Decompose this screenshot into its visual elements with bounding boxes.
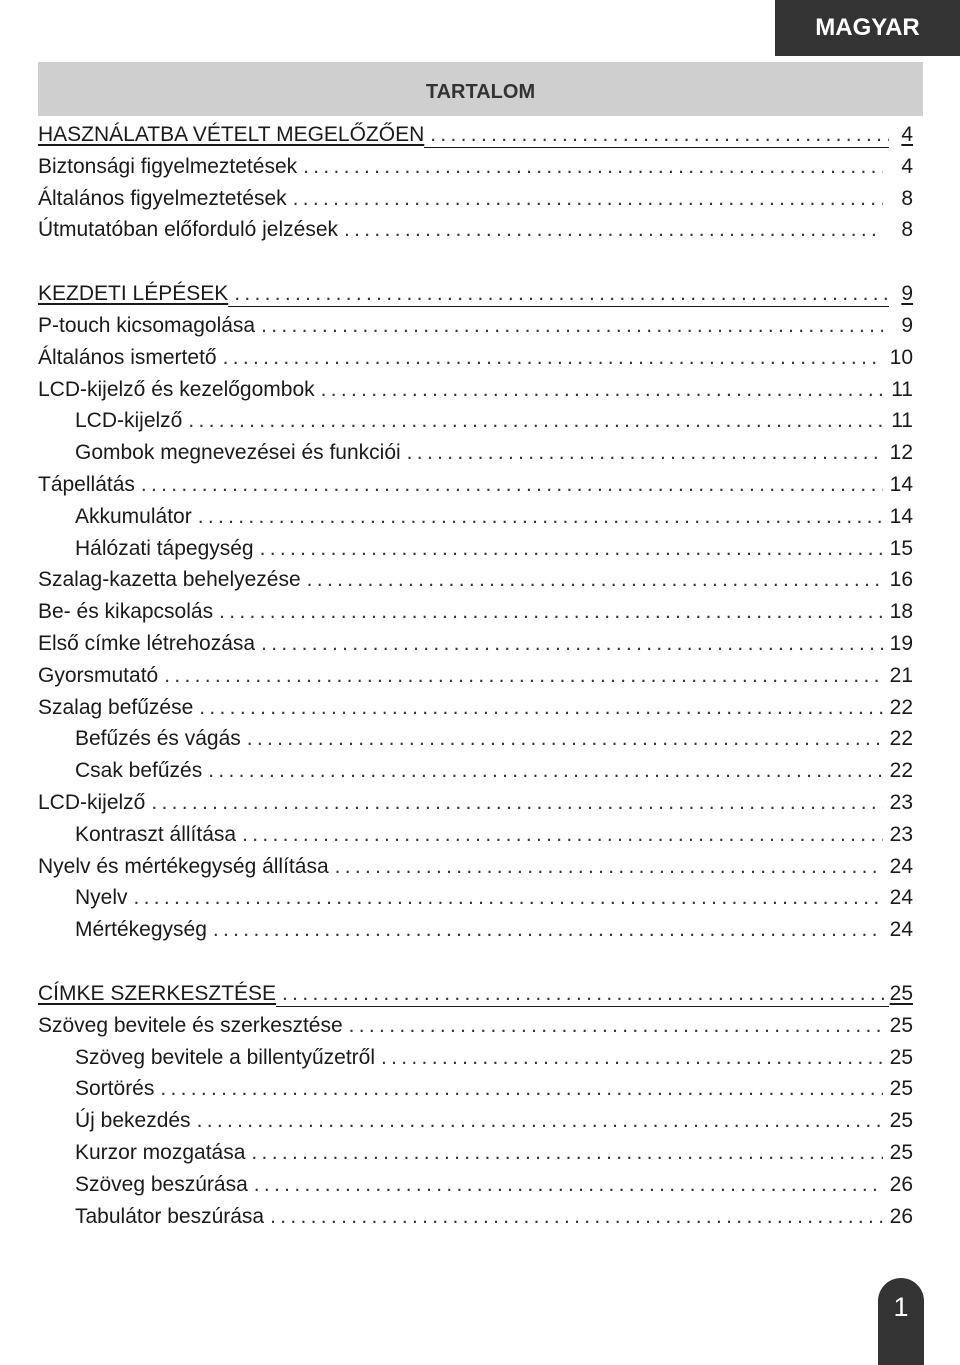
toc-entry-page: 24 [889, 854, 913, 878]
toc-entry[interactable] [38, 823, 913, 855]
toc-entry-page: 15 [889, 536, 913, 560]
toc-entry-label: Tabulátor beszúrása [75, 1204, 265, 1228]
toc-entry-page: 25 [889, 1013, 913, 1037]
toc-entry-label: LCD-kijelző [38, 790, 146, 814]
dot-leader [303, 155, 883, 179]
toc-entry-label: Szalag befűzése [38, 695, 194, 719]
toc-entry-page: 14 [889, 472, 913, 496]
toc-entry-label: Szalag-kazetta behelyezése [38, 568, 301, 592]
toc-entry[interactable] [38, 346, 913, 378]
toc-entry-label: Tápellátás [38, 472, 135, 496]
dot-leader [228, 282, 889, 307]
toc-entry-label: Szöveg beszúrása [75, 1172, 248, 1196]
toc-entry[interactable] [38, 791, 913, 823]
toc-entry-page: 23 [889, 822, 913, 846]
toc-entry-label: LCD-kijelző [75, 409, 183, 433]
toc-entry-page: 18 [889, 600, 913, 624]
toc-entry[interactable] [38, 1205, 913, 1237]
toc-entry-label: Gombok megnevezései és funkciói [75, 441, 401, 465]
toc-entry-page: 16 [889, 568, 913, 592]
toc-entry[interactable] [38, 473, 913, 505]
toc-entry[interactable] [38, 537, 913, 569]
toc-entry[interactable] [38, 155, 913, 187]
dot-leader [307, 568, 883, 592]
toc-entry-label: Nyelv [75, 886, 128, 910]
toc-entry[interactable] [38, 1141, 913, 1173]
toc-entry-label: HASZNÁLATBA VÉTELT MEGELŐZŐEN [38, 123, 425, 146]
dot-leader [141, 473, 883, 497]
toc-entry[interactable] [38, 600, 913, 632]
dot-leader [260, 537, 883, 561]
toc-entry[interactable] [38, 505, 913, 537]
toc-entry-page: 25 [889, 981, 913, 1005]
toc-entry[interactable] [38, 1173, 913, 1205]
language-tab: MAGYAR [775, 0, 960, 56]
toc-entry[interactable] [38, 409, 913, 441]
toc-entry[interactable] [38, 918, 913, 950]
dot-leader [261, 632, 883, 656]
toc-entry[interactable] [38, 759, 913, 791]
toc-entry-label: Általános figyelmeztetések [38, 186, 287, 210]
toc-entry[interactable] [38, 1014, 913, 1046]
toc-entry-label: Akkumulátor [75, 504, 192, 528]
toc-entry-page: 11 [891, 377, 913, 401]
page-number: 1 [878, 1278, 924, 1365]
dot-leader [424, 123, 889, 148]
toc-entry-page: 25 [889, 1045, 913, 1069]
toc-section-entry[interactable] [38, 123, 913, 155]
toc-entry-label: Sortörés [75, 1077, 155, 1101]
toc-entry-label: Gyorsmutató [38, 663, 159, 687]
toc-entry-page: 4 [901, 154, 913, 178]
toc-entry-label: Kurzor mozgatása [75, 1140, 246, 1164]
toc-entry-page: 8 [901, 218, 913, 242]
dot-leader [213, 918, 883, 942]
toc-entry-page: 10 [889, 345, 913, 369]
toc-entry[interactable] [38, 1046, 913, 1078]
toc-header-bar [38, 62, 923, 116]
toc-entry[interactable] [38, 1077, 913, 1109]
dot-leader [134, 886, 883, 910]
dot-leader [261, 314, 883, 338]
dot-leader [381, 1046, 883, 1070]
toc-entry-page: 25 [889, 1077, 913, 1101]
toc-entry[interactable] [38, 1109, 913, 1141]
toc-entry[interactable] [38, 632, 913, 664]
dot-leader [251, 1141, 883, 1165]
toc-entry[interactable] [38, 696, 913, 728]
toc-entry[interactable] [38, 218, 913, 250]
dot-leader [344, 218, 883, 242]
toc-entry-label: Kontraszt állítása [75, 822, 237, 846]
toc-entry-label: LCD-kijelző és kezelőgombok [38, 377, 315, 401]
toc-entry-label: Új bekezdés [75, 1109, 191, 1133]
toc-entry-page: 23 [889, 790, 913, 814]
toc-entry-page: 14 [889, 504, 913, 528]
dot-leader [151, 791, 883, 815]
dot-leader [208, 759, 883, 783]
toc-entry-page: 26 [889, 1204, 913, 1228]
dot-leader [270, 1205, 883, 1229]
dot-leader [276, 982, 889, 1007]
dot-leader [407, 441, 883, 465]
dot-leader [160, 1077, 883, 1101]
toc-entry-page: 24 [889, 886, 913, 910]
toc-entry-page: 22 [889, 727, 913, 751]
dot-leader [198, 505, 883, 529]
dot-leader [242, 823, 883, 847]
toc-entry[interactable] [38, 187, 913, 219]
toc-entry[interactable] [38, 855, 913, 887]
toc-entry-label: Mértékegység [75, 918, 207, 942]
table-of-contents [38, 123, 913, 1236]
toc-section-entry[interactable] [38, 282, 913, 314]
dot-leader [199, 696, 883, 720]
toc-entry-label: CÍMKE SZERKESZTÉSE [38, 981, 277, 1005]
dot-leader [254, 1173, 883, 1197]
toc-entry-page: 8 [901, 186, 913, 210]
toc-entry-label: Szöveg bevitele a billentyűzetről [75, 1045, 376, 1069]
toc-entry-page: 4 [901, 123, 913, 146]
toc-entry-page: 9 [901, 313, 913, 337]
toc-entry-label: Általános ismertető [38, 345, 217, 369]
toc-entry-page: 21 [889, 663, 913, 687]
toc-entry-page: 25 [889, 1109, 913, 1133]
toc-entry-label: Biztonsági figyelmeztetések [38, 154, 298, 178]
dot-leader [164, 664, 883, 688]
toc-title: TARTALOM [425, 80, 536, 103]
toc-entry[interactable] [38, 886, 913, 918]
toc-entry[interactable] [38, 314, 913, 346]
toc-entry-label: Nyelv és mértékegység állítása [38, 854, 329, 878]
dot-leader [188, 409, 883, 433]
dot-leader [293, 187, 883, 211]
toc-entry-page: 26 [889, 1172, 913, 1196]
toc-entry[interactable] [38, 664, 913, 696]
toc-entry[interactable] [38, 727, 913, 759]
toc-entry[interactable] [38, 378, 913, 410]
dot-leader [223, 346, 883, 370]
dot-leader [321, 378, 883, 402]
toc-entry-page: 24 [889, 918, 913, 942]
toc-entry-page: 22 [889, 759, 913, 783]
dot-leader [219, 600, 883, 624]
dot-leader [247, 727, 883, 751]
toc-entry-label: Csak befűzés [75, 759, 203, 783]
toc-entry-label: Be- és kikapcsolás [38, 600, 214, 624]
toc-entry-label: Hálózati tápegység [75, 536, 254, 560]
toc-entry-page: 12 [889, 441, 913, 465]
dot-leader [197, 1109, 883, 1133]
dot-leader [335, 855, 883, 879]
dot-leader [349, 1014, 883, 1038]
toc-entry-page: 22 [889, 695, 913, 719]
toc-entry-page: 11 [891, 409, 913, 433]
toc-entry-label: Első címke létrehozása [38, 631, 256, 655]
toc-entry-page: 9 [901, 282, 913, 306]
toc-entry-label: P-touch kicsomagolása [38, 313, 256, 337]
toc-entry[interactable] [38, 568, 913, 600]
toc-entry-page: 25 [889, 1140, 913, 1164]
toc-entry-label: KEZDETI LÉPÉSEK [38, 282, 229, 306]
toc-entry-label: Útmutatóban előforduló jelzések [38, 218, 339, 242]
toc-entry-page: 19 [889, 631, 913, 655]
toc-entry-label: Szöveg bevitele és szerkesztése [38, 1013, 343, 1037]
toc-entry-label: Befűzés és vágás [75, 727, 241, 751]
toc-entry[interactable] [38, 441, 913, 473]
toc-section-entry[interactable] [38, 982, 913, 1014]
